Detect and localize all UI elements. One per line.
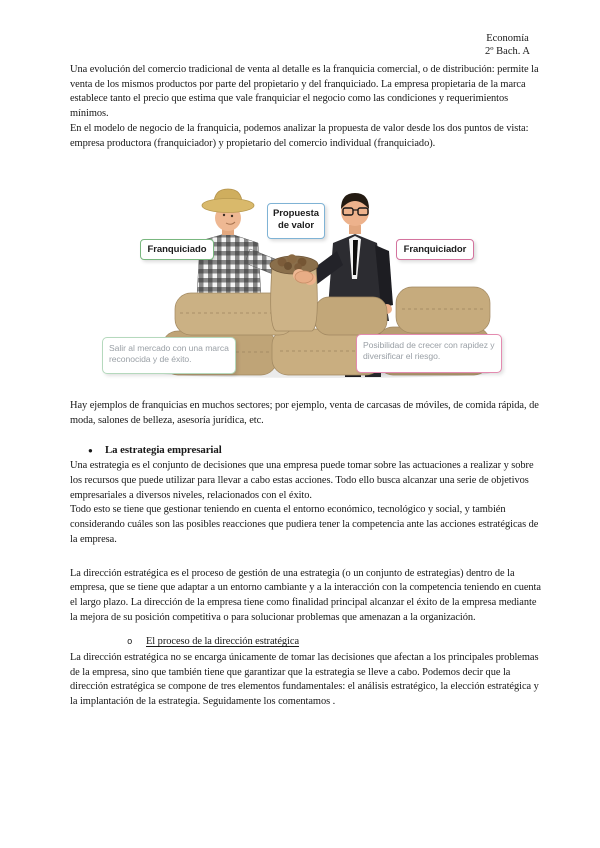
label-propuesta-line2: de valor bbox=[277, 220, 315, 232]
label-propuesta-de-valor bbox=[267, 203, 325, 239]
label-franquiciador: Franquiciador bbox=[396, 239, 474, 260]
paragraph-strategy-definition: Una estrategia es el conjunto de decisiones que una empresa puede tomar sobre las actuaciones a realizar y sobre los recursos que puede utilizar para llevar a cabo estas acciones. Todo ello busca alcanzar una serie de objetivos empresariales a diversos niveles, relacionados con el éxito. bbox=[70, 460, 534, 501]
document-body bbox=[70, 63, 542, 710]
paragraph-franchise-intro: Una evolución del comercio tradicional de venta al detalle es la franquicia comercial, o de distribución: permite la venta de los mismos productos por parte del propietario y del franquiciado. La empresa propietaria de la marca establece tanto el precio que estima que vale franquiciar el negocio como las condiciones y requerimientos mínimos. bbox=[70, 64, 539, 120]
paragraph-business-model: En el modelo de negocio de la franquicia, podemos analizar la propuesta de valor desde los dos puntos de vista: empresa productora (franquiciador) y propietario del comercio individual (franquiciado). bbox=[70, 122, 529, 149]
open-sack bbox=[270, 254, 318, 331]
paragraph-process-elements: La dirección estratégica no se encarga únicamente de tomar las decisiones que afectan a los principales problemas de la empresa, sino que también tiene que garantizar que la estrategia se lleve a cabo. Podemos decir que la dirección estratégica se compone de tres elementos fundamentales: el análisis estratégico, la elección estratégica y la implantación de la estrategia. Seguidamente los comentamos . bbox=[70, 652, 539, 708]
heading-estrategia-empresarial bbox=[70, 443, 542, 459]
heading-estrategia-empresarial-label: La estrategia empresarial bbox=[105, 443, 222, 456]
bullet-filled-icon: ● bbox=[88, 445, 93, 455]
header-course: Economía bbox=[486, 33, 529, 44]
bullet-hollow-icon: o bbox=[127, 637, 133, 648]
note-franquiciado-benefit: Salir al mercado con una marca reconocida y de éxito. bbox=[102, 337, 236, 374]
franchise-figure bbox=[100, 179, 500, 379]
note-franquiciador-benefit: Posibilidad de crecer con rapidez y diversificar el riesgo. bbox=[356, 334, 502, 373]
paragraph-strategic-management: La dirección estratégica es el proceso de gestión de una estrategia (o un conjunto de estrategias) dentro de la empresa, que se tiene que adaptar a un entorno cambiante y a la interacción con la competencia teniendo en cuenta el largo plazo. La dirección de la empresa tiene como finalidad principal alcanzar el éxito de la empresa mediante la mejora de su posición competitiva o para solucionar problemas que amenazan a la organización. bbox=[70, 567, 541, 623]
heading-proceso-direccion-label: El proceso de la dirección estratégica bbox=[146, 636, 300, 648]
header-group: 2º Bach. A bbox=[485, 46, 530, 57]
heading-proceso-direccion bbox=[70, 635, 542, 650]
label-propuesta-line1: Propuesta bbox=[272, 208, 319, 220]
paragraph-franchise-examples: Hay ejemplos de franquicias en muchos sectores; por ejemplo, venta de carcasas de móviles, de comida rápida, de moda, salones de belleza, asesoría jurídica, etc. bbox=[70, 400, 539, 426]
paragraph-strategy-environment: Todo esto se tiene que gestionar teniendo en cuenta el entorno económico, tecnológico y social, y también considerando cuáles son las posibles reacciones que pudiera tener la competencia ante las acciones estratégicas de la empresa. bbox=[70, 504, 539, 545]
label-franquiciado: Franquiciado bbox=[140, 239, 214, 260]
page-header bbox=[485, 32, 530, 58]
